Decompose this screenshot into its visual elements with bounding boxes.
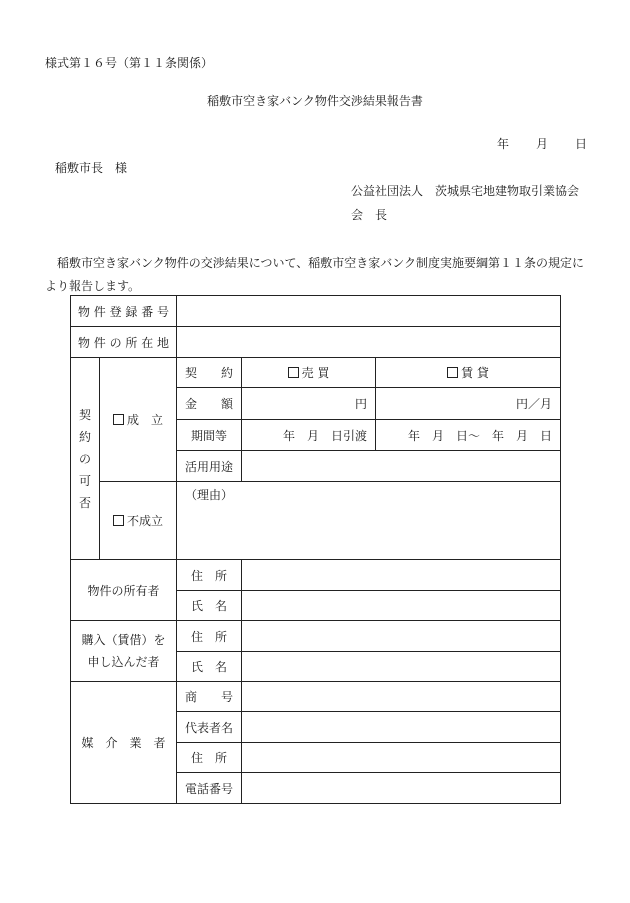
rental-option[interactable]: 賃 貸 <box>376 358 561 388</box>
property-location-label: 物 件 の 所 在 地 <box>71 327 177 358</box>
trade-name-label: 商 号 <box>177 682 242 712</box>
date-line <box>497 137 587 151</box>
report-form-table <box>70 295 561 804</box>
broker-address-field[interactable] <box>242 743 561 773</box>
broker-label: 媒 介 業 者 <box>71 682 177 804</box>
property-location-field[interactable] <box>177 327 561 358</box>
reason-field[interactable]: （理由） <box>177 482 561 560</box>
owner-label: 物件の所有者 <box>71 560 177 621</box>
period-sale-field[interactable]: 年 月 日引渡 <box>242 420 376 451</box>
not-established-checkbox[interactable] <box>113 515 124 526</box>
rental-amount-field[interactable]: 円／月 <box>376 388 561 420</box>
not-established-option[interactable]: 不成立 <box>100 482 177 560</box>
phone-field[interactable] <box>242 773 561 804</box>
contract-possible-label: 契 約 の 可 否 <box>71 358 100 560</box>
registration-number-label: 物 件 登 録 番 号 <box>71 296 177 327</box>
owner-name-field[interactable] <box>242 591 561 621</box>
applicant-name-label: 氏 名 <box>177 652 242 682</box>
usage-field[interactable] <box>242 451 561 482</box>
amount-label: 金 額 <box>177 388 242 420</box>
broker-address-label: 住 所 <box>177 743 242 773</box>
body-text: 稲敷市空き家バンク物件の交渉結果について、稲敷市空き家バンク制度実施要綱第１１条の規定により報告します。 <box>45 256 585 293</box>
period-rental-field[interactable]: 年 月 日～ 年 月 日 <box>376 420 561 451</box>
sale-option[interactable]: 売 買 <box>242 358 376 388</box>
document-title: 稲敷市空き家バンク物件交渉結果報告書 <box>207 94 423 108</box>
registration-number-field[interactable] <box>177 296 561 327</box>
applicant-address-field[interactable] <box>242 621 561 652</box>
representative-name-field[interactable] <box>242 712 561 743</box>
owner-address-label: 住 所 <box>177 560 242 591</box>
organization: 公益社団法人 茨城県宅地建物取引業協会 <box>351 184 580 198</box>
usage-label: 活用用途 <box>177 451 242 482</box>
date-year: 年 <box>497 137 510 151</box>
applicant-address-label: 住 所 <box>177 621 242 652</box>
rental-checkbox[interactable] <box>447 367 458 378</box>
phone-label: 電話番号 <box>177 773 242 804</box>
owner-address-field[interactable] <box>242 560 561 591</box>
representative: 会 長 <box>351 208 388 222</box>
applicant-name-field[interactable] <box>242 652 561 682</box>
form-number: 様式第１６号（第１１条関係） <box>45 56 214 70</box>
established-option[interactable]: 成 立 <box>100 358 177 482</box>
applicant-label: 購入（賃借）を 申し込んだ者 <box>71 621 177 682</box>
trade-name-field[interactable] <box>242 682 561 712</box>
contract-label: 契 約 <box>177 358 242 388</box>
date-day: 日 <box>574 137 587 151</box>
owner-name-label: 氏 名 <box>177 591 242 621</box>
period-label: 期間等 <box>177 420 242 451</box>
sale-amount-field[interactable]: 円 <box>242 388 376 420</box>
date-month: 月 <box>535 137 548 151</box>
representative-name-label: 代表者名 <box>177 712 242 743</box>
sale-checkbox[interactable] <box>288 367 299 378</box>
addressee: 稲敷市長 様 <box>55 161 128 175</box>
established-checkbox[interactable] <box>113 414 124 425</box>
